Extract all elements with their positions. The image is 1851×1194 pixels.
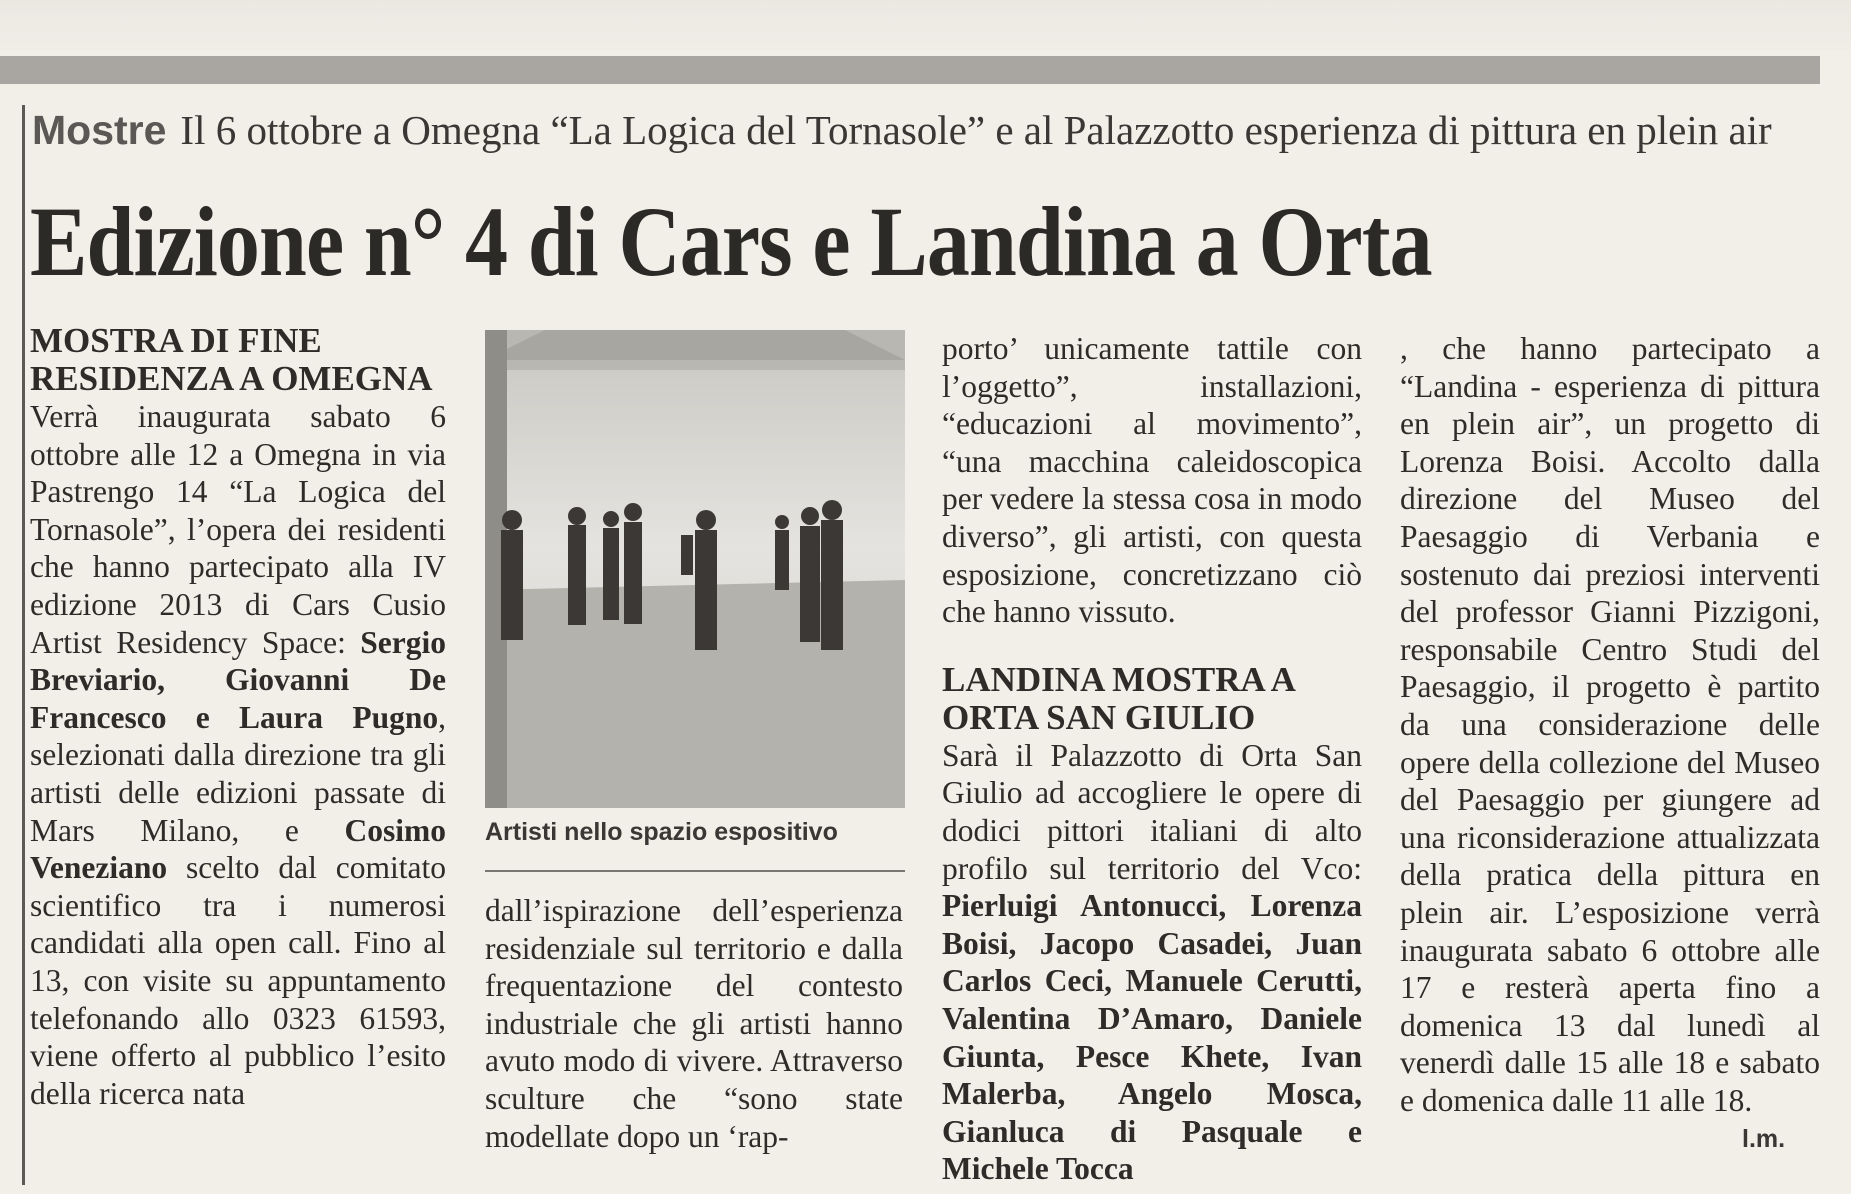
article-paragraph: dall’ispirazione dell’esperienza residenziale sul territorio e dalla frequentazione del contesto industriale che gli artisti hanno avuto modo di vivere. Attraverso sculture che “sono state modellate dopo un ‘rap- — [485, 893, 903, 1154]
caption-divider — [485, 870, 905, 872]
column-4 — [1400, 330, 1820, 1119]
kicker — [32, 104, 1832, 156]
artist-cosimo: Cosimo Veneziano — [30, 812, 446, 886]
subheading-landina: LANDINA MOSTRA A ORTA SAN GIULIO — [942, 659, 1295, 737]
column-1 — [30, 322, 446, 1112]
section-label: Mostre — [32, 107, 167, 153]
page-top-margin — [0, 0, 1851, 50]
photo-illustration — [485, 330, 905, 808]
column-3 — [942, 330, 1362, 1188]
subheading-omegna: MOSTRA DI FINE RESIDENZA A OMEGNA — [30, 321, 433, 398]
photo-caption: Artisti nello spazio espositivo — [485, 818, 838, 846]
resident-artists: Sergio Breviario, Giovanni De Francesco e Laura Pugno — [30, 624, 447, 735]
headline: Edizione n° 4 di Cars e Landina a Orta — [30, 186, 1432, 297]
painters-list: Pierluigi Antonucci, Lorenza Boisi, Jacopo Casadei, Juan Carlos Ceci, Manuele Cerutti, Valentina D’Amaro, Daniele Giunta, Pesce Khete, Ivan Malerba, Angelo Mosca, Gianluca di Pasquale e Michele Tocca — [942, 888, 1362, 1187]
top-rule — [0, 56, 1820, 84]
column-2-text — [485, 892, 903, 1155]
left-border-line — [22, 105, 25, 1185]
article-paragraph: Sarà il Palazzotto di Orta San Giulio ad accogliere le opere di dodici pittori italiani di alto profilo sul territorio del Vco: Pierluigi Antonucci, Lorenza Boisi, Jacopo Casadei, Juan Carlos Ceci, Manuele Cerutti, Valentina D’Amaro, Daniele Giunta, Pesce Khete, Ivan Malerba, Angelo Mosca, Gianluca di Pasquale e Michele Tocca — [942, 737, 1362, 1187]
author-signature: l.m. — [1742, 1125, 1786, 1153]
article-paragraph: , che hanno partecipato a “Landina - esperienza di pittura en plein air”, un progetto di Lorenza Boisi. Accolto dalla direzione del Museo del Paesaggio di Verbania e sostenuto dai preziosi interventi del professor Gianni Pizzigoni, responsabile Centro Studi del Paesaggio, il progetto è partito da una considerazione delle opere della collezione del Museo del Paesaggio per giungere ad una riconsiderazione attualizzata della pratica della pittura en plein air. L’esposizione verrà inaugurata sabato 6 ottobre alle 17 e resterà aperta fino a domenica 13 dal lunedì al venerdì dalle 15 alle 18 e sabato e domenica dalle 11 alle 18. — [1400, 331, 1820, 1118]
exhibition-photo — [485, 330, 905, 808]
article-paragraph: porto’ unicamente tattile con l’oggetto”, installazioni, “educazioni al movimento”, “una macchina caleidoscopica per vedere la stessa cosa in modo diverso”, gli artisti, con questa esposizione, concretizzano ciò che hanno vissuto. — [942, 331, 1362, 630]
article-paragraph: Verrà inaugurata sabato 6 ottobre alle 12 a Omegna in via Pastrengo 14 “La Logica del Tornasole”, l’opera dei residenti che hanno partecipato alla IV edizione 2013 di Cars Cusio Artist Residency Space: Sergio Breviario, Giovanni De Francesco e Laura Pugno, selezionati dalla direzione tra gli artisti delle edizioni passate di Mars Milano, e Cosimo Veneziano scelto dal comitato scientifico tra i numerosi candidati alla open call. Fino al 13, con visite su appuntamento telefonando allo 0323 61593, viene offerto al pubblico l’esito della ricerca nata — [30, 399, 447, 1111]
kicker-text: Il 6 ottobre a Omegna “La Logica del Tornasole” e al Palazzotto esperienza di pittura en plein air — [180, 107, 1772, 153]
